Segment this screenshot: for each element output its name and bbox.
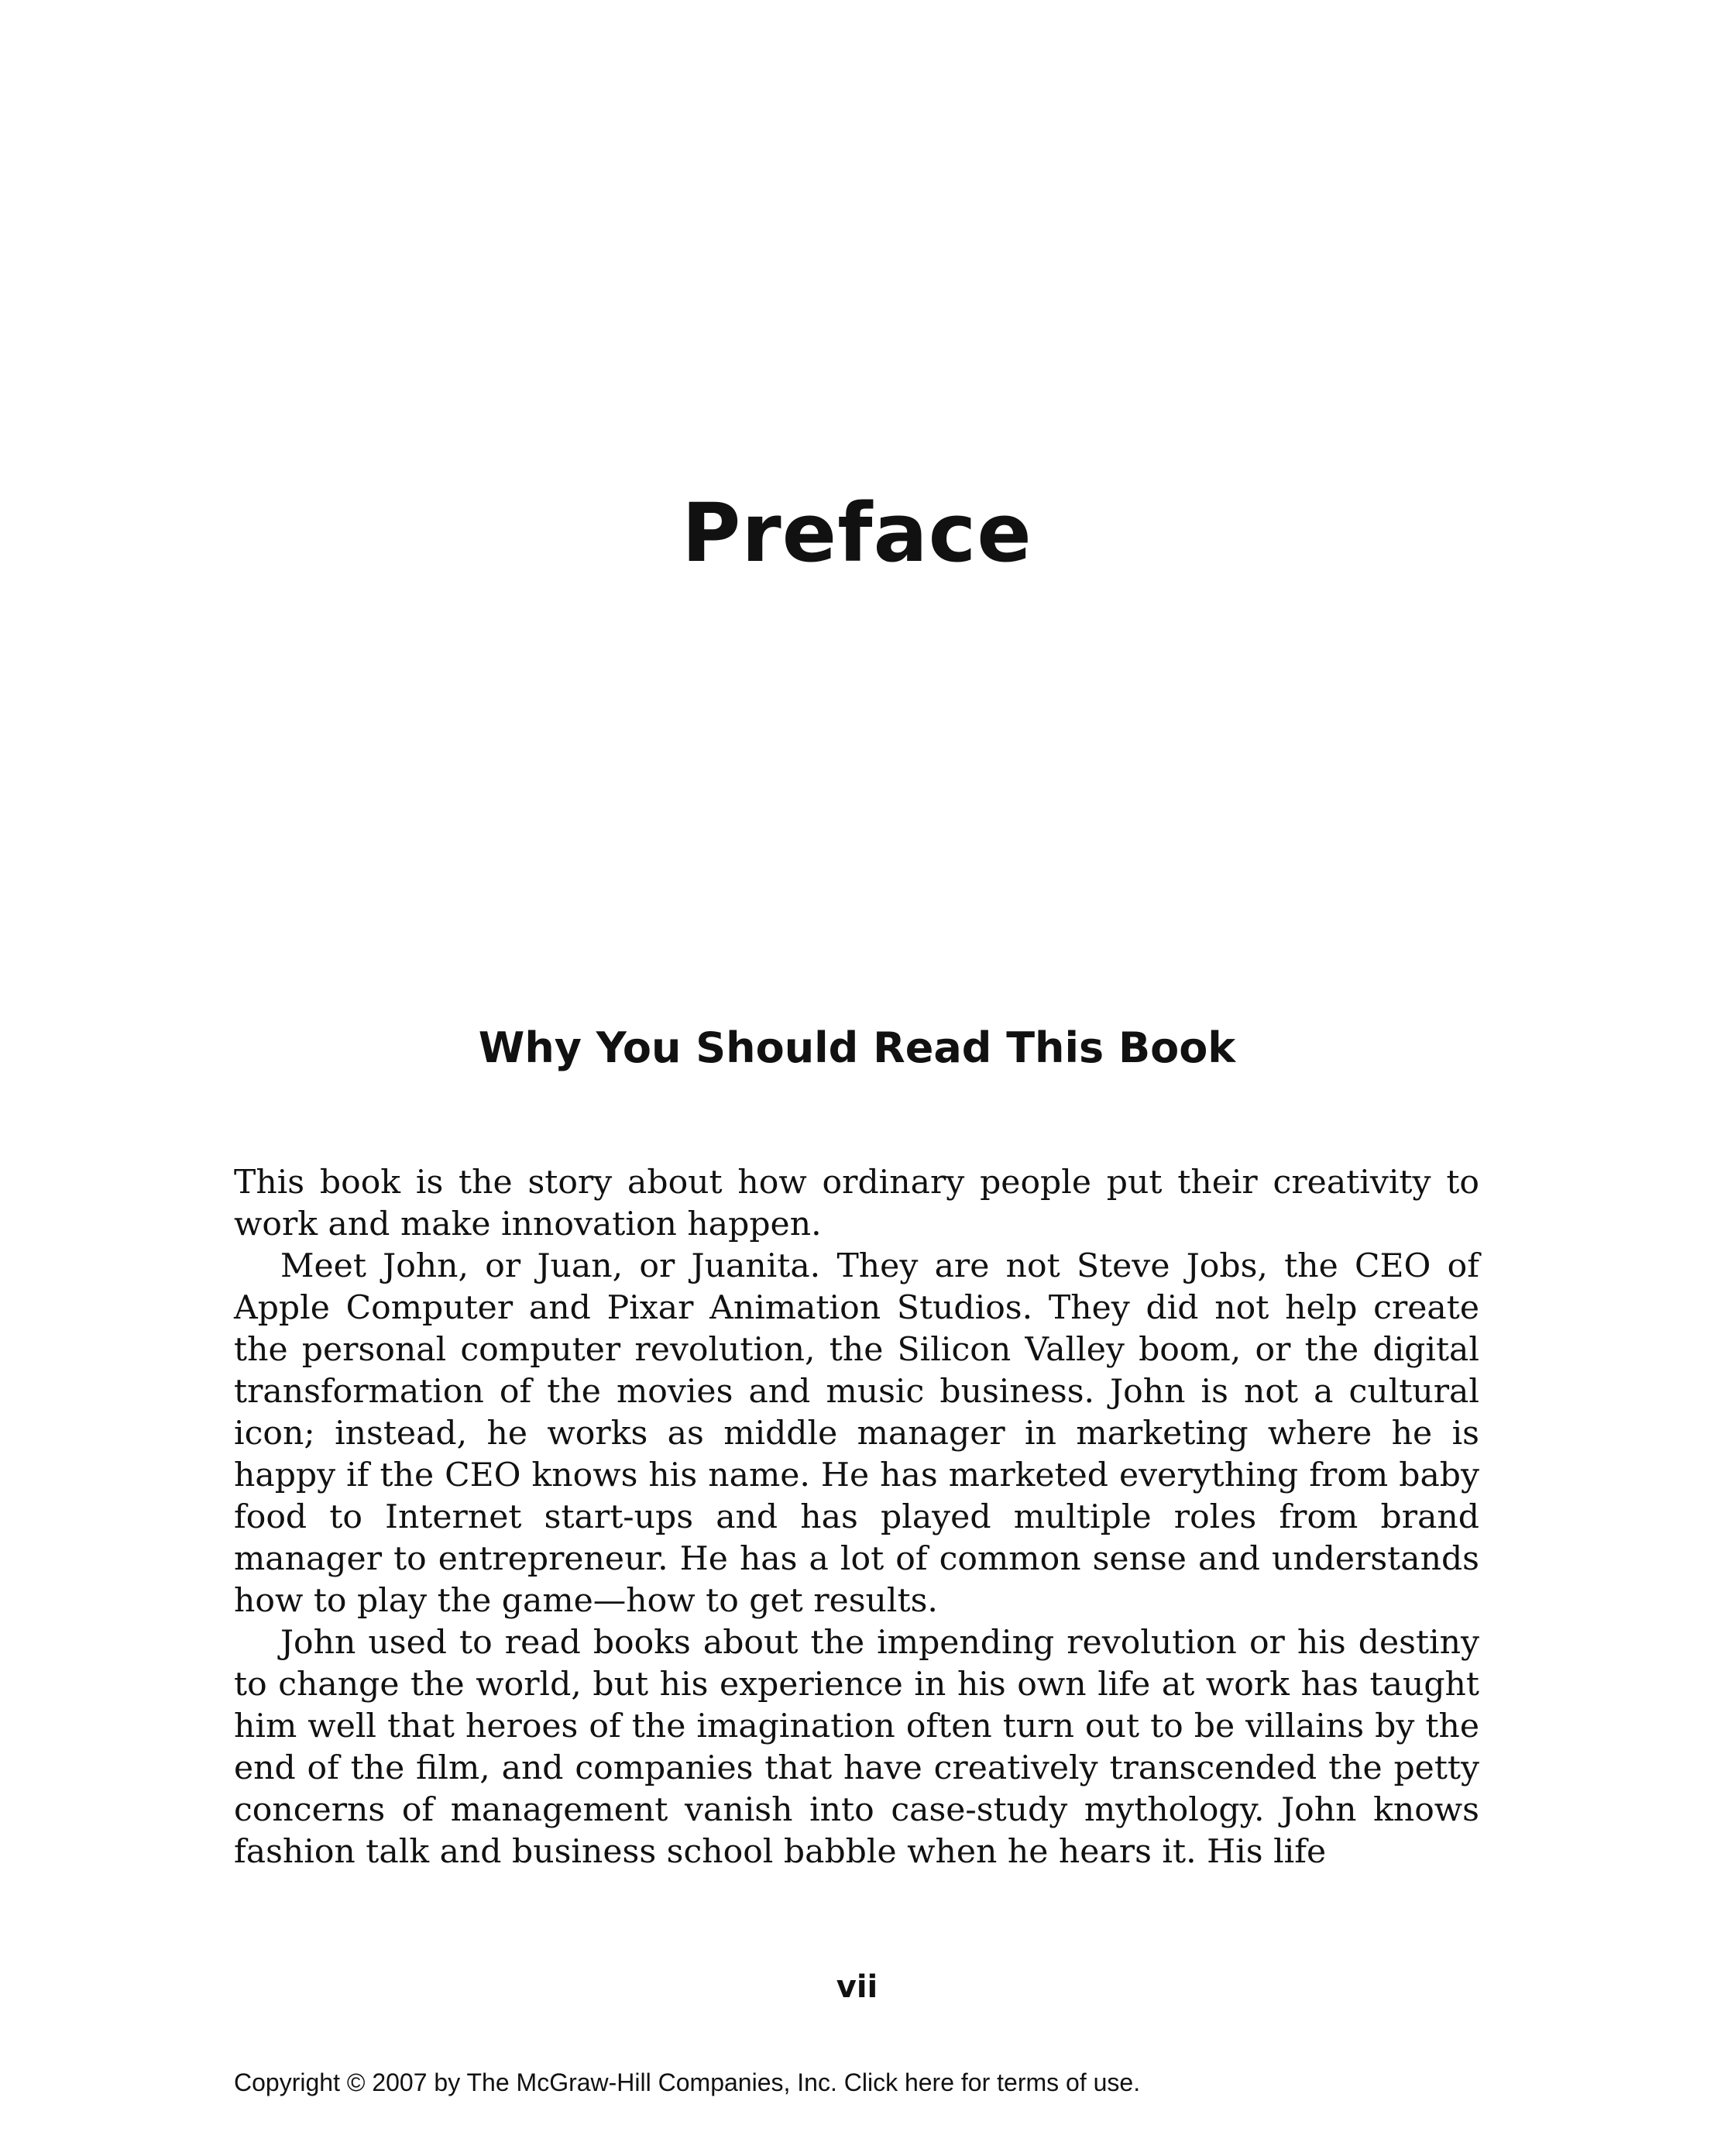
chapter-title: Preface bbox=[682, 486, 1032, 580]
copyright-link[interactable]: Copyright © 2007 by The McGraw-Hill Companies, Inc. Click here for terms of use. bbox=[234, 2068, 1141, 2096]
paragraph-1: This book is the story about how ordinary people put their creativity to work and make innovation happen. bbox=[234, 1164, 1479, 1243]
body-text bbox=[234, 1162, 1479, 1873]
section-heading: Why You Should Read This Book bbox=[478, 1023, 1236, 1072]
paragraph-3: John used to read books about the impending revolution or his destiny to change the world, but his experience in his own life at work has taught him well that heroes of the imagination often turn out to be villains by the end of the film, and companies that have creatively transcended the petty concerns of management vanish into case-study mythology. John knows fashion talk and business school babble when he hears it. His life bbox=[234, 1624, 1479, 1871]
page-number: vii bbox=[836, 1969, 878, 2005]
paragraph-2: Meet John, or Juan, or Juanita. They are not Steve Jobs, the CEO of Apple Computer and Pixar Animation Studios. They did not help create the personal computer revolution, the Silicon Valley boom, or the digital transformation of the movies and music business. John is not a cultural icon; instead, he works as middle manager in marketing where he is happy if the CEO knows his name. He has marketed everything from baby food to Internet start-ups and has played multiple roles from brand manager to entrepreneur. He has a lot of common sense and understands how to play the game—how to get results. bbox=[234, 1247, 1479, 1620]
